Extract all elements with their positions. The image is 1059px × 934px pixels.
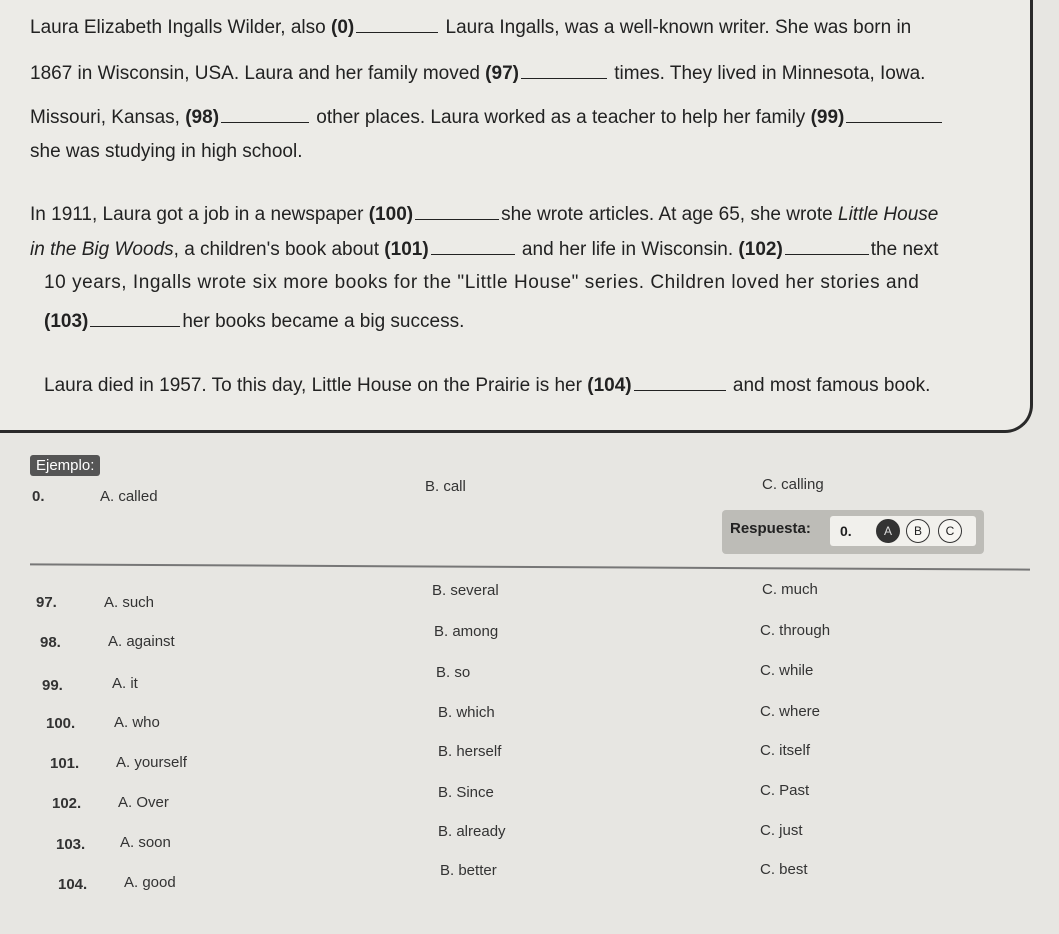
blank-100[interactable] xyxy=(415,203,499,220)
blank-number: (0) xyxy=(331,17,355,38)
blank-number: (99) xyxy=(810,107,845,128)
passage-line xyxy=(44,272,919,294)
answer-number: 0. xyxy=(840,523,852,539)
option-b[interactable]: B. so xyxy=(436,664,471,681)
answer-bubbles xyxy=(830,516,976,546)
blank-98[interactable] xyxy=(221,106,309,123)
blank-101[interactable] xyxy=(431,238,515,255)
question-number: 100. xyxy=(46,715,76,732)
blank-number: (100) xyxy=(368,204,414,225)
passage-text: In 1911, Laura got a job in a newspaper xyxy=(30,204,369,225)
example-option-a[interactable]: A. called xyxy=(100,488,158,505)
book-title: in the Big Woods xyxy=(30,239,174,260)
passage-line xyxy=(44,310,464,333)
option-c[interactable]: C. much xyxy=(762,581,818,598)
option-c[interactable]: C. through xyxy=(760,622,831,639)
passage-text: and most famous book. xyxy=(727,375,931,396)
option-b[interactable]: B. herself xyxy=(438,743,502,760)
blank-number: (104) xyxy=(587,375,632,396)
passage-text: and her life in Wisconsin. xyxy=(516,239,739,260)
passage-text: Missouri, Kansas, xyxy=(30,107,186,128)
blank-103[interactable] xyxy=(90,310,180,327)
option-c[interactable]: C. itself xyxy=(760,742,811,759)
passage-text: Laura Elizabeth Ingalls Wilder, also xyxy=(30,17,331,38)
option-a[interactable]: A. soon xyxy=(120,834,171,851)
blank-102[interactable] xyxy=(785,238,869,255)
blank-99[interactable] xyxy=(846,106,942,123)
blank-number: (103) xyxy=(44,311,89,332)
option-b[interactable]: B. which xyxy=(438,704,495,721)
option-b[interactable]: B. already xyxy=(438,823,506,840)
option-b[interactable]: B. Since xyxy=(438,784,494,801)
question-number: 99. xyxy=(42,677,63,694)
book-title: Little House xyxy=(838,204,939,225)
question-number: 97. xyxy=(36,594,57,611)
passage-text: Laura died in 1957. To this day, Little House on the Prairie is her xyxy=(44,375,588,396)
passage-text: she wrote articles. At age 65, she wrote xyxy=(501,204,838,225)
passage-text: other places. Laura worked as a teacher to help her family xyxy=(311,107,811,128)
option-a[interactable]: A. Over xyxy=(118,794,169,811)
option-b[interactable]: B. better xyxy=(440,862,497,879)
example-option-b[interactable]: B. call xyxy=(425,478,466,495)
passage-text: 1867 in Wisconsin, USA. Laura and her family moved xyxy=(30,63,486,84)
passage-line xyxy=(30,16,911,39)
passage-text: her books became a big success. xyxy=(182,311,465,332)
passage-text: times. They lived in Minnesota, Iowa. xyxy=(608,63,926,84)
option-a[interactable]: A. yourself xyxy=(116,754,187,771)
passage-line xyxy=(30,141,303,163)
example-number: 0. xyxy=(32,488,45,505)
passage-text: 10 years, Ingalls wrote six more books for the "Little House" series. Children loved her stories and xyxy=(44,272,920,293)
answer-box xyxy=(722,510,984,554)
option-a[interactable]: A. such xyxy=(104,594,155,611)
question-number: 104. xyxy=(58,876,88,893)
blank-number: (97) xyxy=(485,63,519,84)
option-b[interactable]: B. several xyxy=(432,582,499,599)
question-number: 103. xyxy=(56,836,86,853)
blank-97[interactable] xyxy=(521,62,607,79)
passage-text: she was studying in high school. xyxy=(30,141,303,162)
option-c[interactable]: C. best xyxy=(760,861,808,878)
option-c[interactable]: C. where xyxy=(760,703,821,720)
option-c[interactable]: C. Past xyxy=(760,782,810,799)
answer-label: Respuesta: xyxy=(730,520,811,537)
bubble-b[interactable]: B xyxy=(906,519,930,543)
blank-0[interactable] xyxy=(356,16,438,33)
option-a[interactable]: A. against xyxy=(108,633,175,650)
divider xyxy=(30,563,1030,570)
passage-text: Laura Ingalls, was a well-known writer. She was born in xyxy=(440,17,912,38)
question-number: 101. xyxy=(50,755,80,772)
option-a[interactable]: A. who xyxy=(114,714,160,731)
blank-104[interactable] xyxy=(634,374,726,391)
passage-line xyxy=(30,203,938,226)
passage-line xyxy=(30,106,944,129)
blank-number: (102) xyxy=(738,239,783,260)
blank-number: (98) xyxy=(185,107,220,128)
option-c[interactable]: C. while xyxy=(760,662,814,679)
bubble-c[interactable]: C xyxy=(938,519,962,543)
question-number: 98. xyxy=(40,634,61,651)
example-option-c[interactable]: C. calling xyxy=(762,476,824,493)
option-a[interactable]: A. it xyxy=(112,675,138,692)
passage-text: , a children's book about xyxy=(173,239,385,260)
passage-line xyxy=(44,374,930,397)
option-a[interactable]: A. good xyxy=(124,874,176,891)
blank-number: (101) xyxy=(384,239,429,260)
passage-line xyxy=(30,238,938,261)
example-label: Ejemplo: xyxy=(30,455,100,476)
passage-line xyxy=(30,62,925,85)
question-number: 102. xyxy=(52,795,82,812)
option-b[interactable]: B. among xyxy=(434,623,499,640)
passage-text: the next xyxy=(870,239,939,260)
option-c[interactable]: C. just xyxy=(760,822,803,839)
bubble-a[interactable]: A xyxy=(876,519,900,543)
